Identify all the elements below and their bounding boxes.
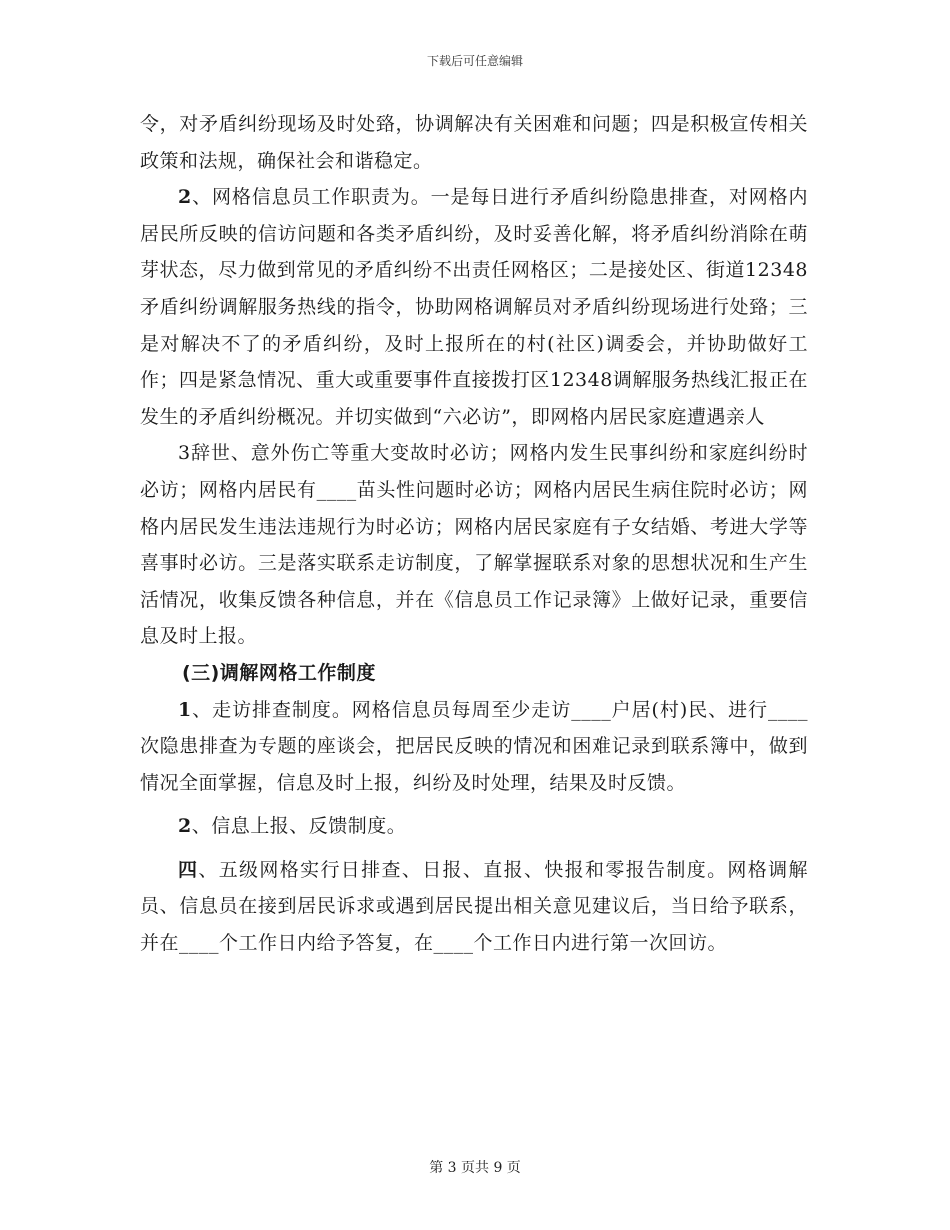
paragraph-six-visits — [140, 435, 808, 655]
item-lead: 四 — [178, 858, 199, 881]
paragraph-text: 3辞世、意外伤亡等重大变故时必访；网格内发生民事纠纷和家庭纠纷时必访；网格内居民有____苗头性问题时必访；网格内居民生病住院时必访；网格内居民发生违法违规行为时必访；网格内居民家庭有子女结婚、考进大学等喜事时必访。三是落实联系走访制度，了解掌握联系对象的思想状况和生产生活情况，收集反馈各种信息，并在《信息员工作记录簿》上做好记录，重要信息及时上报。 — [140, 442, 808, 648]
paragraph-visit-inspection — [140, 692, 808, 802]
page-footer: 第 3 页共 9 页 — [429, 1160, 521, 1176]
item-number: 2 — [178, 186, 192, 209]
paragraph-text: 、网格信息员工作职责为。一是每日进行矛盾纠纷隐患排查，对网格内居民所反映的信访问题和各类矛盾纠纷，及时妥善化解，将矛盾纠纷消除在萌芽状态，尽力做到常见的矛盾纠纷不出责任网格区；二是接处区、街道12348矛盾纠纷调解服务热线的指令，协助网格调解员对矛盾纠纷现场进行处臵；三是对解决不了的矛盾纠纷，及时上报所在的村(社区)调委会，并协助做好工作；四是紧急情况、重大或重要事件直接拨打区12348调解服务热线汇报正在发生的矛盾纠纷概况。并切实做到“六必访”，即网格内居民家庭遭遇亲人 — [140, 186, 808, 428]
section-heading: (三)调解网格工作制度 — [182, 661, 376, 684]
paragraph-text: 、信息上报、反馈制度。 — [191, 815, 407, 838]
item-number: 1 — [178, 698, 192, 721]
paragraph-text: 、五级网格实行日排查、日报、直报、快报和零报告制度。网格调解员、信息员在接到居民诉求或遇到居民提出相关意见建议后，当日给予联系，并在____个工作日内给予答复，在____个工作日内进行第一次回访。 — [140, 858, 808, 955]
page-header: 下载后可任意编辑 — [426, 54, 523, 68]
document-body — [140, 106, 808, 962]
paragraph-text: 令，对矛盾纠纷现场及时处臵，协调解决有关困难和问题；四是积极宣传相关政策和法规，确保社会和谐稳定。 — [140, 113, 808, 172]
item-number: 2 — [178, 815, 192, 838]
paragraph-text: 、走访排查制度。网格信息员每周至少走访____户居(村)民、进行____次隐患排查为专题的座谈会，把居民反映的情况和困难记录到联系簿中，做到情况全面掌握，信息及时上报，纠纷及时处理，结果及时反馈。 — [140, 698, 808, 794]
paragraph-continuation — [140, 106, 808, 179]
paragraph-info-officer-duties — [140, 179, 808, 435]
paragraph-report-feedback — [140, 808, 808, 845]
paragraph-five-level-grid — [140, 852, 808, 962]
